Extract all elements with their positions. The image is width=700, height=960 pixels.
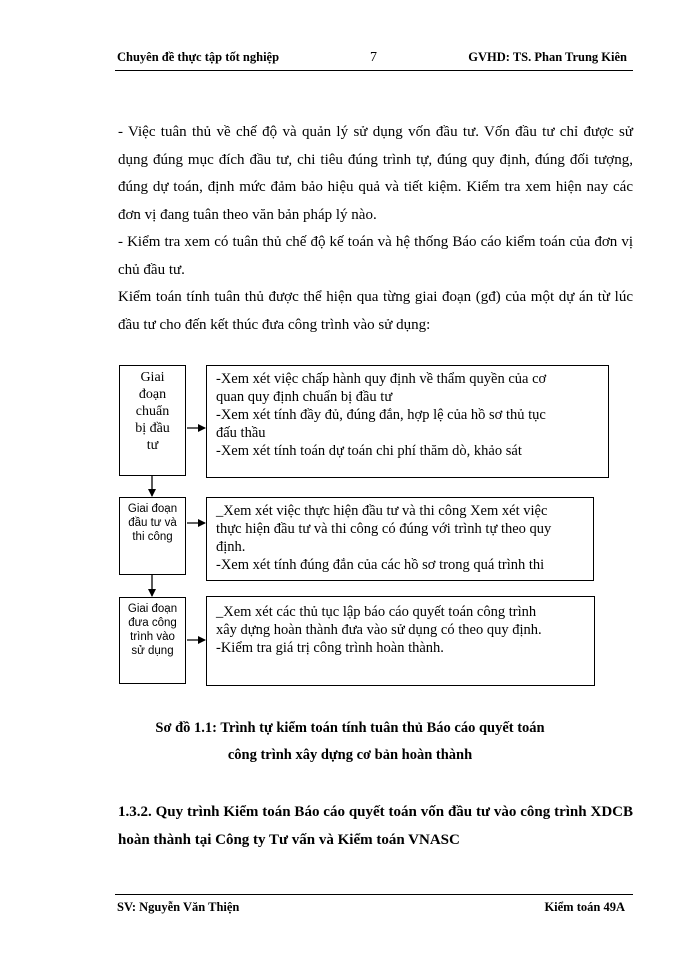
stage-line: thi công <box>132 531 173 543</box>
detail-line: -Xem xét việc chấp hành quy định về thẩm quyền của cơ <box>216 371 547 387</box>
stage-line: đoạn <box>138 387 167 402</box>
stage-line: đầu tư và <box>128 517 177 529</box>
header-title: Chuyên đề thực tập tốt nghiệp <box>117 50 280 64</box>
stage-preparation-box <box>119 365 186 476</box>
detail-line: định. <box>216 539 246 555</box>
detail-line: -Xem xét tính đầy đủ, đúng đắn, hợp lệ của hồ sơ thủ tục <box>216 407 546 423</box>
detail-line: quan quy định chuẩn bị đầu tư <box>216 389 393 405</box>
diagram-caption-line1: Sơ đồ 1.1: Trình tự kiểm toán tính tuân thủ Báo cáo quyết toán <box>155 720 545 736</box>
stage-handover-details <box>206 596 595 686</box>
detail-line: thực hiện đầu tư và thi công có đúng với trình tự theo quy <box>216 521 552 537</box>
detail-line: _Xem xét việc thực hiện đầu tư và thi công Xem xét việc <box>216 503 548 519</box>
footer-rule <box>115 894 633 895</box>
detail-line: _Xem xét các thủ tục lập báo cáo quyết toán công trình <box>216 604 537 620</box>
stage-line: Giai <box>140 370 165 385</box>
stage-construction-box <box>119 497 186 575</box>
detail-line: -Xem xét tính toán dự toán chi phí thăm dò, khảo sát <box>216 443 522 459</box>
stage-preparation-details <box>206 365 609 478</box>
stage-line: Giai đoạn <box>127 603 178 615</box>
stage-line: sử dụng <box>131 645 174 657</box>
stage-line: đưa công <box>128 617 177 629</box>
paragraph-2: - Kiểm tra xem có tuân thủ chế độ kế toán và hệ thống Báo cáo kiểm toán của đơn vị chủ đầu tư. <box>118 234 633 278</box>
header-supervisor: GVHD: TS. Phan Trung Kiên <box>468 50 627 64</box>
stage-line: chuẩn <box>135 404 170 419</box>
diagram-caption-line2: công trình xây dựng cơ bản hoàn thành <box>227 747 473 763</box>
detail-line: -Kiểm tra giá trị công trình hoàn thành. <box>216 640 444 656</box>
detail-line: xây dựng hoàn thành đưa vào sử dụng có theo quy định. <box>216 622 542 638</box>
stage-construction-details <box>206 497 594 581</box>
stage-line: trình vào <box>130 631 175 643</box>
footer-class: Kiểm toán 49A <box>544 900 625 914</box>
page-number: 7 <box>370 50 377 65</box>
detail-line: -Xem xét tính đúng đắn của các hồ sơ trong quá trình thi <box>216 557 545 573</box>
stage-line: Giai đoạn <box>127 503 178 515</box>
paragraph-3: Kiểm toán tính tuân thủ được thể hiện qua từng giai đoạn (gđ) của một dự án từ lúc đầu tư cho đến kết thúc đưa công trình vào sử dụng: <box>118 289 633 333</box>
section-heading: 1.3.2. Quy trình Kiểm toán Báo cáo quyết toán vốn đầu tư vào công trình XDCB hoàn thành tại Công ty Tư vấn và Kiểm toán VNASC <box>118 804 633 848</box>
footer-student: SV: Nguyễn Văn Thiện <box>117 900 240 914</box>
detail-line: đấu thầu <box>216 425 266 441</box>
stage-line: tư <box>146 438 159 453</box>
paragraph-1: - Việc tuân thủ về chế độ và quản lý sử dụng vốn đầu tư. Vốn đầu tư chỉ được sử dụng đúng mục đích đầu tư, chi tiêu đúng trình tự, đúng quy định, đúng đối tượng, đúng dự toán, định mức đảm bảo hiệu quả và tiết kiệm. Kiểm tra xem hiện nay các đơn vị đang tuân theo văn bản pháp lý nào. <box>118 124 633 223</box>
stage-line: bị đầu <box>135 421 170 436</box>
stage-handover-box <box>119 597 186 684</box>
